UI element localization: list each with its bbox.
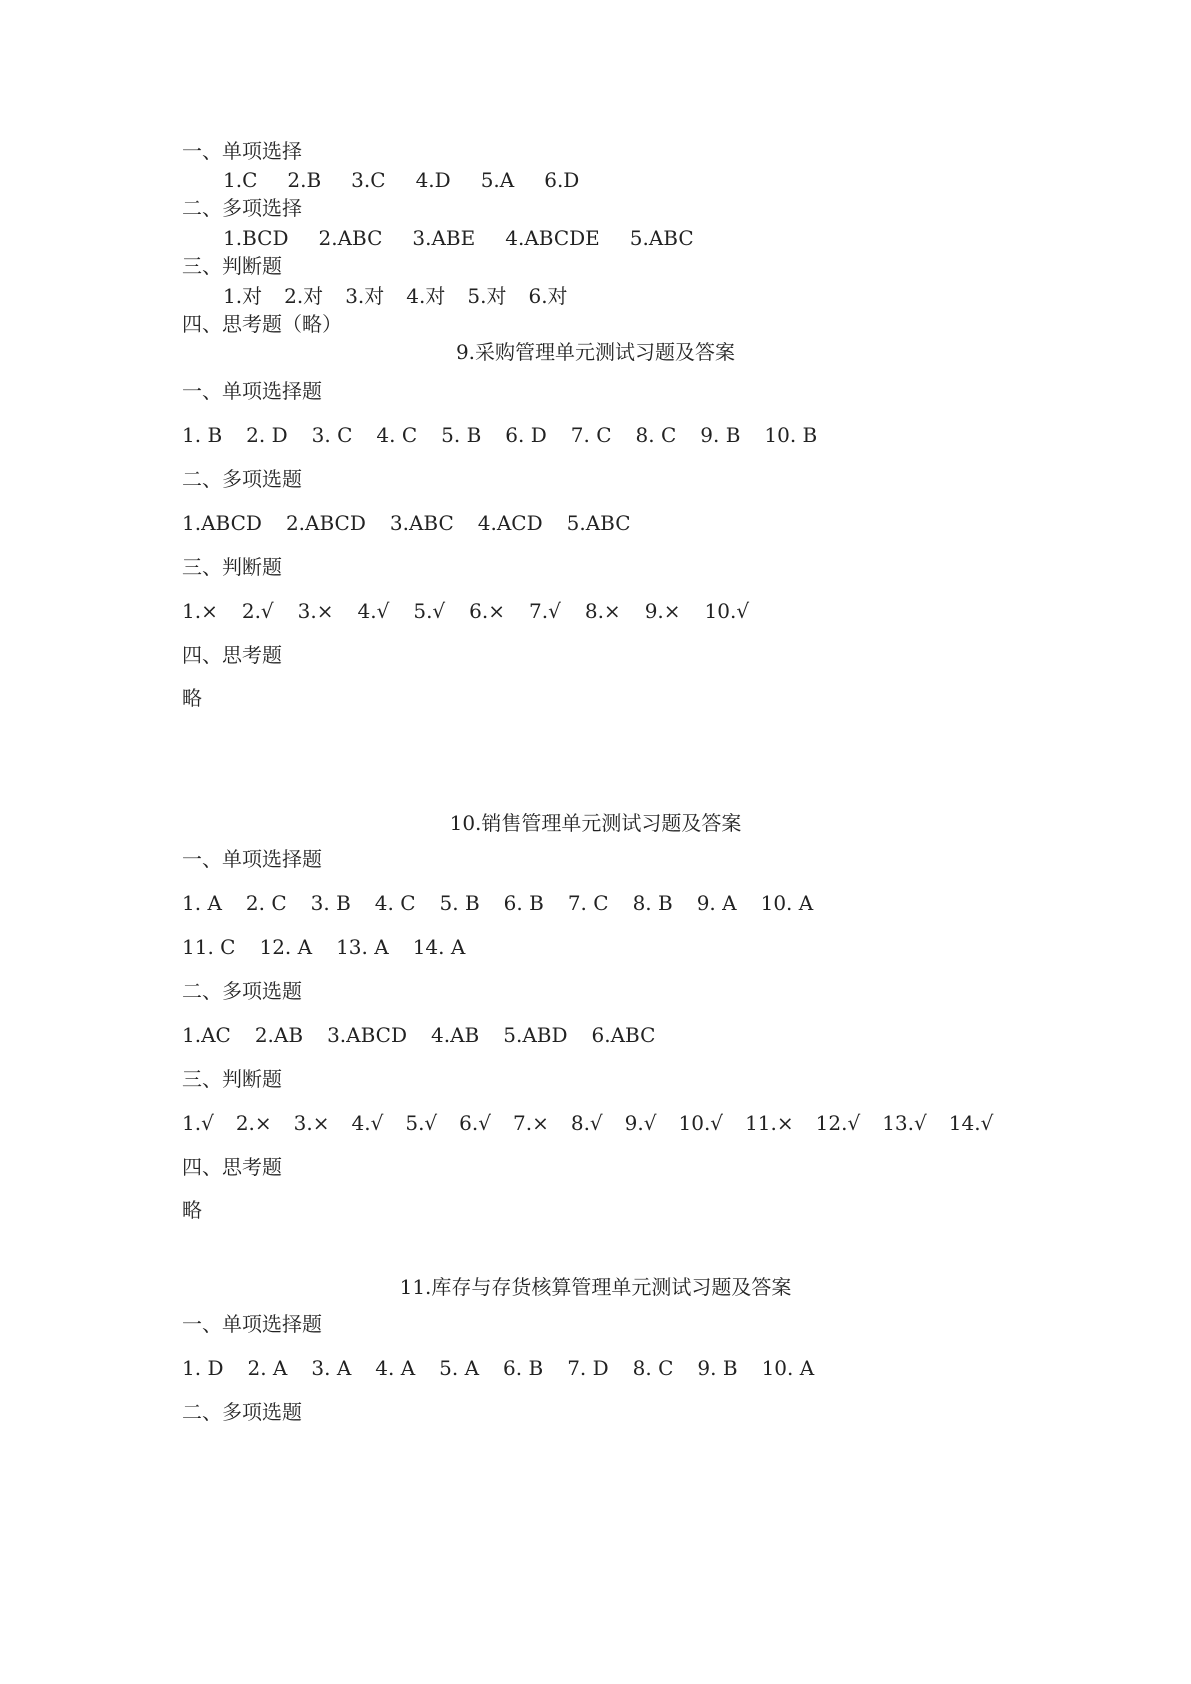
answer-item: 3.ABCD: [327, 1023, 407, 1047]
answer-item: 11. C: [182, 935, 236, 959]
answer-item: 7. C: [570, 423, 612, 447]
answer-item: 5.√: [405, 1111, 438, 1135]
answer-item: 4. C: [376, 423, 418, 447]
answer-item: 3.C: [351, 168, 386, 192]
answer-item: 7.×: [513, 1111, 549, 1135]
answer-item: 1.AC: [182, 1023, 231, 1047]
answer-item: 5.ABD: [503, 1023, 568, 1047]
answer-item: 8.×: [584, 599, 621, 623]
answer-item: 1.√: [182, 1111, 214, 1135]
part1-think-heading: 四、思考题（略）: [182, 312, 342, 336]
section10-think-answer: 略: [182, 1198, 202, 1222]
answer-item: 1.ABCD: [182, 511, 262, 535]
answer-item: 3. A: [311, 1356, 352, 1380]
section9-multi-heading: 二、多项选题: [182, 467, 302, 491]
answer-item: 4.对: [406, 284, 446, 308]
answer-item: 4.D: [415, 168, 451, 192]
answer-item: 9. B: [697, 1356, 738, 1380]
answer-item: 8.√: [570, 1111, 603, 1135]
answer-item: 4.AB: [431, 1023, 480, 1047]
answer-item: 3.×: [293, 1111, 330, 1135]
part1-single-heading: 一、单项选择: [182, 139, 302, 163]
answer-item: 1. B: [182, 423, 223, 447]
answer-item: 2.ABC: [318, 226, 383, 250]
section9-multi-answers: [182, 509, 631, 537]
answer-item: 4. A: [375, 1356, 416, 1380]
section9-single-answers: [182, 421, 817, 449]
answer-item: 2.ABCD: [285, 511, 366, 535]
answer-item: 10. A: [761, 1356, 815, 1380]
answer-item: 5. B: [439, 891, 480, 915]
answer-item: 2.AB: [254, 1023, 304, 1047]
answer-item: 5.ABC: [566, 511, 631, 535]
answer-item: 14. A: [412, 935, 466, 959]
answer-item: 8. B: [632, 891, 673, 915]
answer-item: 2.×: [235, 1111, 272, 1135]
answer-item: 1.BCD: [223, 226, 289, 250]
answer-item: 3.对: [345, 284, 385, 308]
answer-item: 9.√: [624, 1111, 657, 1135]
answer-item: 5. B: [441, 423, 482, 447]
section10-judge-heading: 三、判断题: [182, 1067, 282, 1091]
answer-item: 1.对: [223, 284, 263, 308]
answer-item: 5.对: [467, 284, 507, 308]
answer-item: 9.×: [644, 599, 681, 623]
part1-judge-heading: 三、判断题: [182, 254, 282, 278]
answer-item: 5.A: [480, 168, 515, 192]
answer-item: 6. B: [503, 1356, 544, 1380]
part1-judge-answers: [223, 282, 568, 310]
section9-judge-answers: [182, 597, 749, 625]
answer-item: 2. D: [246, 423, 288, 447]
section10-single-answers-row2: [182, 933, 465, 961]
answer-item: 9. B: [700, 423, 741, 447]
answer-item: 3. C: [311, 423, 353, 447]
section9-judge-heading: 三、判断题: [182, 555, 282, 579]
answer-item: 4. C: [374, 891, 416, 915]
answer-item: 7. D: [567, 1356, 609, 1380]
part1-multi-answers: [223, 224, 694, 252]
answer-item: 3.ABE: [412, 226, 476, 250]
answer-item: 6.√: [459, 1111, 491, 1135]
answer-item: 13. A: [336, 935, 389, 959]
answer-item: 12.√: [815, 1111, 861, 1135]
answer-item: 10.√: [704, 599, 750, 623]
section10-single-heading: 一、单项选择题: [182, 847, 322, 871]
section10-single-answers-row1: [182, 889, 813, 917]
answer-item: 8. C: [632, 1356, 674, 1380]
section9-think-heading: 四、思考题: [182, 643, 282, 667]
part1-multi-heading: 二、多项选择: [182, 196, 302, 220]
part1-single-answers: [223, 166, 579, 194]
answer-item: 10. B: [764, 423, 818, 447]
section11-single-answers: [182, 1354, 814, 1382]
section11-title: 11.库存与存货核算管理单元测试习题及答案: [399, 1275, 792, 1299]
section10-multi-heading: 二、多项选题: [182, 979, 302, 1003]
answer-item: 13.√: [882, 1111, 927, 1135]
answer-item: 6.ABC: [591, 1023, 656, 1047]
answer-item: 5.√: [413, 599, 446, 623]
answer-item: 4.ACD: [477, 511, 543, 535]
answer-item: 10. A: [760, 891, 814, 915]
answer-item: 6. D: [505, 423, 547, 447]
answer-item: 9. A: [696, 891, 737, 915]
section9-think-answer: 略: [182, 686, 202, 710]
answer-item: 2.√: [241, 599, 274, 623]
answer-item: 1.C: [223, 168, 258, 192]
answer-item: 2.B: [287, 168, 322, 192]
answer-item: 6.×: [469, 599, 506, 623]
answer-item: 10.√: [678, 1111, 724, 1135]
answer-item: 14.√: [948, 1111, 994, 1135]
section10-judge-answers: [182, 1109, 993, 1137]
answer-item: 11.×: [745, 1111, 794, 1135]
answer-item: 1.×: [182, 599, 218, 623]
section9-title: 9.采购管理单元测试习题及答案: [455, 340, 736, 364]
answer-item: 6.D: [544, 168, 580, 192]
answer-item: 1. A: [182, 891, 222, 915]
answer-item: 2. C: [245, 891, 287, 915]
answer-item: 4.ABCDE: [505, 226, 600, 250]
section10-title: 10.销售管理单元测试习题及答案: [449, 811, 742, 835]
answer-item: 6.对: [528, 284, 568, 308]
answer-item: 7. C: [567, 891, 609, 915]
answer-item: 6. B: [503, 891, 544, 915]
section11-multi-heading: 二、多项选题: [182, 1400, 302, 1424]
answer-item: 5.ABC: [629, 226, 694, 250]
section11-single-heading: 一、单项选择题: [182, 1312, 322, 1336]
answer-item: 2.对: [284, 284, 324, 308]
section10-think-heading: 四、思考题: [182, 1155, 282, 1179]
answer-item: 4.√: [357, 599, 390, 623]
answer-item: 8. C: [635, 423, 677, 447]
answer-item: 2. A: [247, 1356, 288, 1380]
answer-item: 12. A: [259, 935, 313, 959]
answer-item: 3. B: [310, 891, 351, 915]
answer-item: 4.√: [351, 1111, 384, 1135]
answer-item: 5. A: [439, 1356, 480, 1380]
answer-item: 3.×: [297, 599, 334, 623]
answer-item: 3.ABC: [389, 511, 454, 535]
answer-item: 7.√: [529, 599, 561, 623]
section9-single-heading: 一、单项选择题: [182, 379, 322, 403]
section10-multi-answers: [182, 1021, 655, 1049]
answer-item: 1. D: [182, 1356, 224, 1380]
